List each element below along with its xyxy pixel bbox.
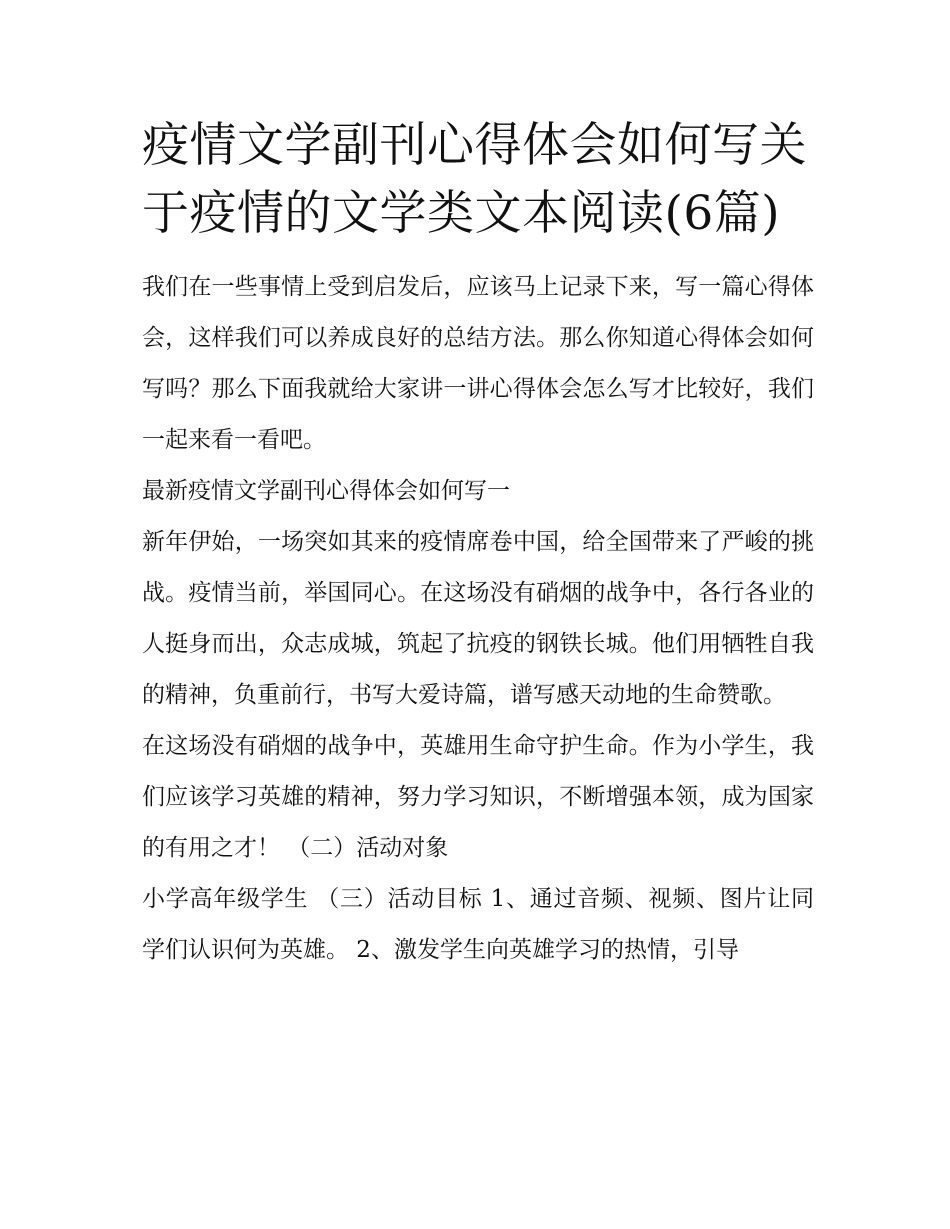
paragraph-body-3: 小学高年级学生 （三）活动目标 1、通过音频、视频、图片让同学们认识何为英雄。 2、激发学生向英雄学习的热情，引导 [142, 886, 814, 963]
paragraph-section-heading: 最新疫情文学副刊心得体会如何写一 [142, 478, 510, 504]
paragraph-body-1: 新年伊始，一场突如其来的疫情席卷中国，给全国带来了严峻的挑战。疫情当前，举国同心。在这场没有硝烟的战争中，各行各业的人挺身而出，众志成城，筑起了抗疫的钢铁长城。他们用牺牲自我的精神，负重前行，书写大爱诗篇，谱写感天动地的生命赞歌。 [142, 529, 814, 708]
paragraph-intro: 我们在一些事情上受到启发后，应该马上记录下来，写一篇心得体会，这样我们可以养成良好的总结方法。那么你知道心得体会如何写吗？那么下面我就给大家讲一讲心得体会怎么写才比较好，我们一起来看一看吧。 [142, 274, 814, 453]
document-page [142, 112, 814, 976]
document-title: 疫情文学副刊心得体会如何写关于疫情的文学类文本阅读(6篇) [142, 118, 807, 241]
paragraph-body-2: 在这场没有硝烟的战争中，英雄用生命守护生命。作为小学生，我们应该学习英雄的精神，努力学习知识，不断增强本领，成为国家的有用之才！ （二）活动对象 [142, 733, 814, 861]
